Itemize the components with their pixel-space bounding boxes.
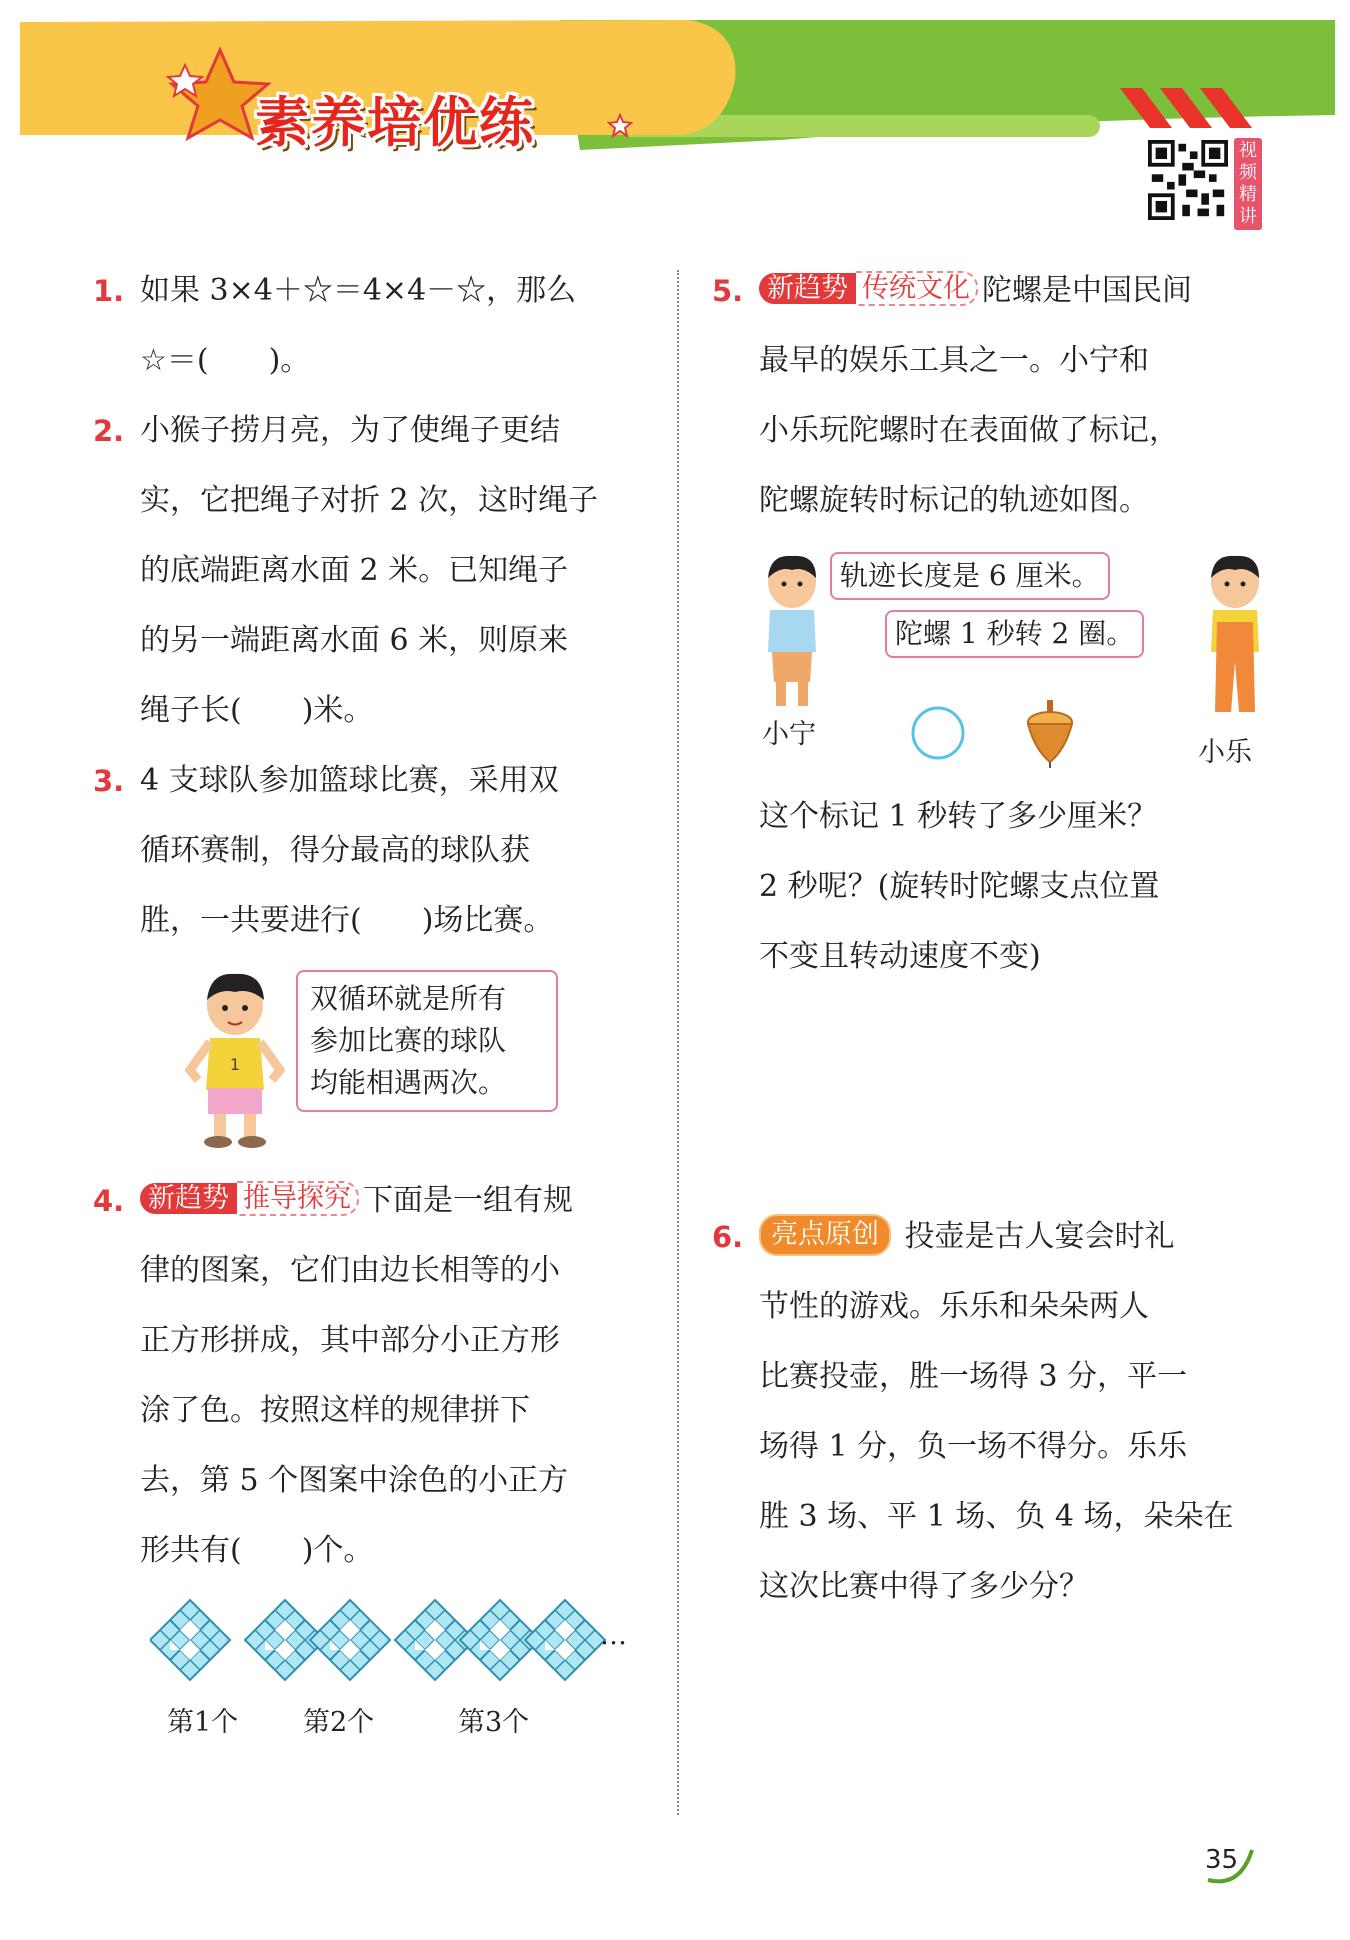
q6-line: 场得 1 分，负一场不得分。乐乐 — [759, 1429, 1188, 1464]
question-number: 1. — [93, 274, 125, 308]
question-number: 3. — [93, 764, 125, 798]
square-pattern-figure — [150, 1595, 650, 1695]
q5-question-line: 2 秒呢？(旋转时陀螺支点位置 — [759, 869, 1160, 904]
question-3 — [93, 746, 653, 956]
circle-track-icon — [910, 705, 966, 761]
column-divider — [677, 270, 679, 1815]
left-column — [93, 256, 653, 956]
q6-line: 比赛投壶，胜一场得 3 分，平一 — [759, 1359, 1188, 1394]
q5-line: 陀螺是中国民间 — [982, 273, 1192, 308]
q5-line: 最早的娱乐工具之一。小宁和 — [759, 343, 1149, 378]
trend-tag: 新趋势 推导探究 — [140, 1180, 359, 1218]
basketball-boy-illustration — [180, 970, 290, 1150]
name-xiaole: 小乐 — [1198, 737, 1252, 768]
question-number: 6. — [712, 1220, 744, 1254]
boy-xiaole-illustration — [1195, 552, 1275, 717]
q1-line1: 如果 3×4＋☆＝4×4－☆，那么 — [140, 273, 577, 308]
header-banner — [20, 20, 1335, 165]
q4-line: 形共有( )个。 — [140, 1533, 374, 1568]
question-4 — [93, 1166, 653, 1586]
spinning-top-icon — [1025, 700, 1075, 770]
q2-line: 的另一端距离水面 6 米，则原来 — [140, 623, 569, 658]
q4-line: 涂了色。按照这样的规律拼下 — [140, 1393, 530, 1428]
page-number: 35 — [1205, 1845, 1239, 1875]
q1-line2: ☆＝( )。 — [140, 343, 311, 378]
q6-line: 投壶是古人宴会时礼 — [904, 1219, 1175, 1254]
q6-line: 胜 3 场、平 1 场、负 4 场，朵朵在 — [759, 1499, 1234, 1534]
svg-text:1: 1 — [229, 1055, 241, 1074]
q2-line: 小猴子捞月亮，为了使绳子更结 — [140, 413, 560, 448]
q4-line: 去，第 5 个图案中涂色的小正方 — [140, 1463, 569, 1498]
pattern-label: 第1个 — [167, 1707, 239, 1738]
speech-bubble — [296, 970, 558, 1112]
q5-line: 小乐玩陀螺时在表面做了标记， — [759, 413, 1179, 448]
boy-xiaoning-illustration — [752, 552, 832, 712]
q4-line: 下面是一组有规 — [363, 1183, 573, 1218]
q2-line: 的底端距离水面 2 米。已知绳子 — [140, 553, 569, 588]
q4-line: 律的图案，它们由边长相等的小 — [140, 1253, 560, 1288]
q4-line: 正方形拼成，其中部分小正方形 — [140, 1323, 560, 1358]
pattern-label: 第3个 — [458, 1707, 530, 1738]
bubble-line: 均能相遇两次。 — [310, 1066, 507, 1099]
ellipsis: … — [600, 1620, 627, 1651]
question-2 — [93, 396, 653, 746]
q3-line: 胜，一共要进行( )场比赛。 — [140, 903, 554, 938]
q6-line: 节性的游戏。乐乐和朵朵两人 — [759, 1289, 1149, 1324]
question-6 — [712, 1202, 1272, 1622]
question-number: 2. — [93, 414, 125, 448]
q5-question-line: 不变且转动速度不变) — [759, 939, 1041, 974]
question-5 — [712, 256, 1272, 536]
q5-question-line: 这个标记 1 秒转了多少厘米？ — [759, 799, 1158, 834]
question-number: 5. — [712, 274, 744, 308]
q5-line: 陀螺旋转时标记的轨迹如图。 — [759, 483, 1149, 518]
page-title: 素养培优练 — [255, 91, 535, 154]
speech-bubble-spin: 陀螺 1 秒转 2 圈。 — [885, 610, 1144, 658]
original-tag: 亮点原创 — [759, 1214, 891, 1256]
q3-line: 循环赛制，得分最高的球队获 — [140, 833, 530, 868]
question-5-questions — [759, 782, 1279, 992]
question-number: 4. — [93, 1184, 125, 1218]
bubble-line: 双循环就是所有 — [310, 982, 507, 1015]
name-xiaoning: 小宁 — [762, 719, 816, 750]
speech-bubble-track: 轨迹长度是 6 厘米。 — [830, 552, 1110, 600]
q2-line: 绳子长( )米。 — [140, 693, 374, 728]
q6-line: 这次比赛中得了多少分？ — [759, 1569, 1089, 1604]
video-lecture-label: 视频精讲 — [1234, 138, 1262, 230]
q2-line: 实，它把绳子对折 2 次，这时绳子 — [140, 483, 599, 518]
bubble-line: 参加比赛的球队 — [310, 1024, 507, 1057]
pattern-label: 第2个 — [303, 1707, 375, 1738]
qr-code-icon[interactable] — [1148, 140, 1228, 220]
question-1 — [93, 256, 653, 396]
q3-line: 4 支球队参加篮球比赛，采用双 — [140, 763, 559, 798]
trend-tag: 新趋势 传统文化 — [759, 270, 978, 308]
